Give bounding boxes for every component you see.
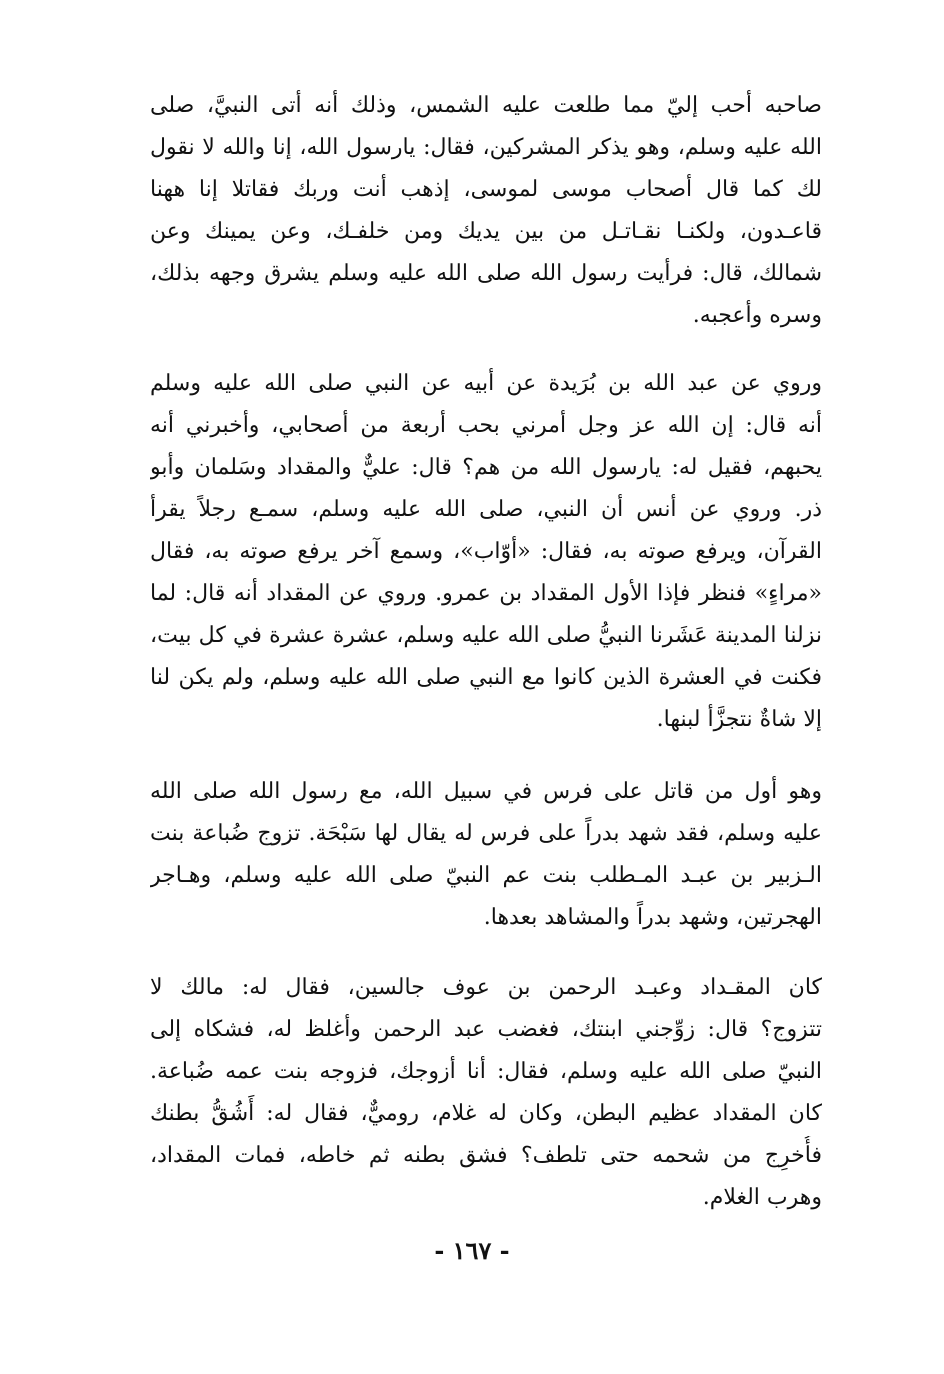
text-line: القرآن، ويرفع صوته به، فقال: «أوّاب»، وسمع آخر يرفع صوته به، فقال [150,539,822,564]
text-line: ذر. وروي عن أنس أن النبي، صلى الله عليه وسلم، سمـع رجلاً يقرأ [150,497,822,522]
text-line: الـزبير بن عبـد المـطلب بنت عم النبيّ صلى الله عليه وسلم، وهـاجر [150,863,822,888]
text-line: كان المقداد عظيم البطن، وكان له غلام، روميٌّ، فقال له: أَشُقُّ بطنك [150,1101,822,1126]
text-line: عليه وسلم، فقد شهد بدراً على فرس له يقال لها سَبْحَة. تزوج ضُباعة بنت [150,821,822,846]
text-line: الله عليه وسلم، وهو يذكر المشركين، فقال: يارسول الله، إنا والله لا نقول [150,135,822,160]
text-line: إلا شاةٌ نتجزَّأ لبنها. [656,707,822,732]
text-line: تتزوج؟ قال: زوِّجني ابنتك، فغضب عبد الرحمن وأغلظ له، فشكاه إلى [150,1017,822,1042]
text-line: الهجرتين، وشهد بدراً والمشاهد بعدها. [483,905,822,930]
text-line: وروي عن عبد الله بن بُرَيدة عن أبيه عن النبي صلى الله عليه وسلم [150,371,822,396]
page-number: - ١٦٧ - [434,1236,510,1265]
text-line: لك كما قال أصحاب موسى لموسى، إذهب أنت وربك فقاتلا إنا ههنا [150,177,822,202]
text-line: كان المقـداد وعبـد الرحمن بن عوف جالسين، فقال له: مالك لا [150,975,822,1000]
text-line: فكنت في العشرة الذين كانوا مع النبي صلى الله عليه وسلم، ولم يكن لنا [150,665,822,690]
text-line: أنه قال: إن الله عز وجل أمرني بحب أربعة من أصحابي، وأخبرني أنه [150,413,822,438]
text-line: نزلنا المدينة عَشَرنا النبيُّ صلى الله عليه وسلم، عشرة عشرة في كل بيت، [150,623,822,648]
text-line: شمالك، قال: فرأيت رسول الله صلى الله عليه وسلم يشرق وجهه بذلك، [150,261,822,286]
text-line: «مراءٍ» فنظر فإذا الأول المقداد بن عمرو. وروي عن المقداد أنه قال: لما [150,581,822,606]
text-line: صاحبه أحب إليّ مما طلعت عليه الشمس، وذلك أنه أتى النبيَّ، صلى [150,93,822,118]
text-line: وسره وأعجبه. [692,303,822,328]
text-line: وهرب الغلام. [702,1185,822,1210]
text-line: وهو أول من قاتل على فرس في سبيل الله، مع رسول الله صلى الله [150,779,822,804]
text-line: فأُخرِج من شحمه حتى تلطف؟ فشق بطنه ثم خاطه، فمات المقداد، [150,1143,822,1168]
text-line: قاعـدون، ولكنـا نقـاتـل من بين يديك ومن خلفـك، وعن يمينك وعن [150,219,822,244]
text-line: يحبهم، فقيل له: يارسول الله من هم؟ قال: عليٌّ والمقداد وسَلمان وأبو [150,455,822,480]
text-line: النبيّ صلى الله عليه وسلم، فقال: أنا أزوجك، فزوجه بنت عمه ضُباعة. [150,1059,822,1084]
